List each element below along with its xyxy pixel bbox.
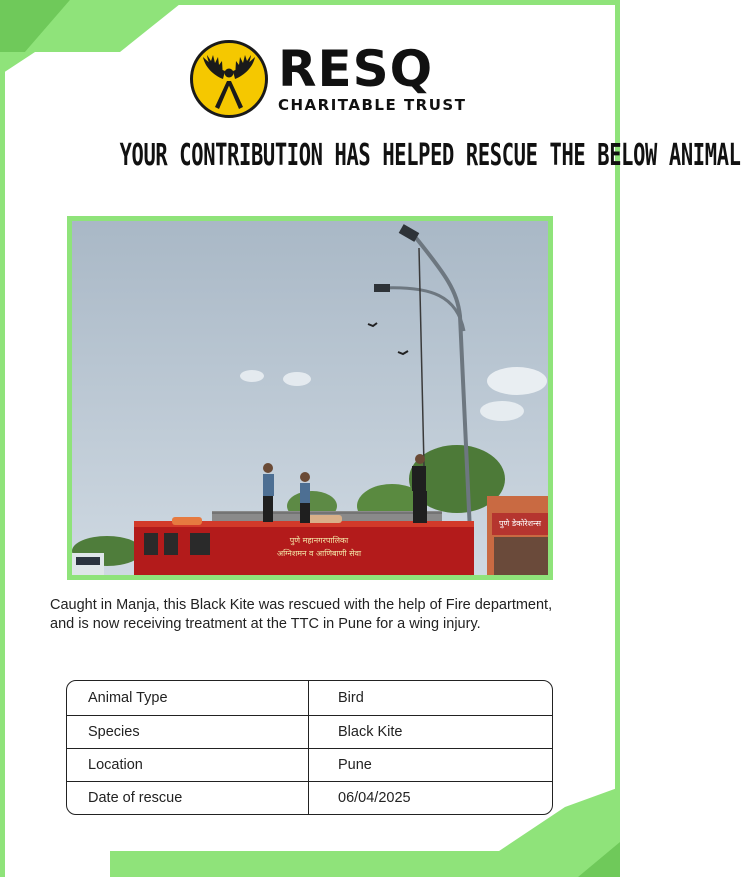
truck-text-line1: पुणे महानगरपालिका (289, 536, 349, 545)
detail-label: Location (67, 749, 309, 781)
detail-value: Pune (338, 757, 372, 773)
rescue-caption: Caught in Manja, this Black Kite was rescued with the help of Fire department, and is now receiving treatment at the TTC in Pune for a wing injury. (50, 597, 553, 632)
logo-emblem-icon (190, 40, 268, 118)
table-row (67, 681, 552, 715)
detail-label: Animal Type (67, 681, 309, 715)
rescue-photo (67, 216, 553, 580)
top-left-corner-decoration (0, 0, 200, 80)
table-row (67, 748, 552, 781)
table-row (67, 715, 552, 748)
detail-value: 06/04/2025 (338, 790, 411, 806)
detail-label: Species (67, 716, 309, 748)
logo (190, 40, 467, 120)
shop-sign-text: पुणे डेकोरेशन्स (498, 519, 542, 528)
detail-label: Date of rescue (67, 782, 309, 814)
truck-text-line2: अग्निशमन व आणिबाणी सेवा (276, 549, 362, 558)
rescue-scene-illustration (72, 221, 548, 575)
detail-value: Black Kite (338, 724, 403, 740)
headline: YOUR CONTRIBUTION HAS HELPED RESCUE THE BELOW ANIMAL (119, 138, 741, 173)
brand-subtitle: CHARITABLE TRUST (278, 96, 467, 114)
bottom-band (110, 851, 550, 877)
rescue-details-table (66, 680, 553, 815)
table-row (67, 781, 552, 814)
detail-value: Bird (338, 690, 364, 706)
brand-name: RESQ (278, 40, 434, 98)
